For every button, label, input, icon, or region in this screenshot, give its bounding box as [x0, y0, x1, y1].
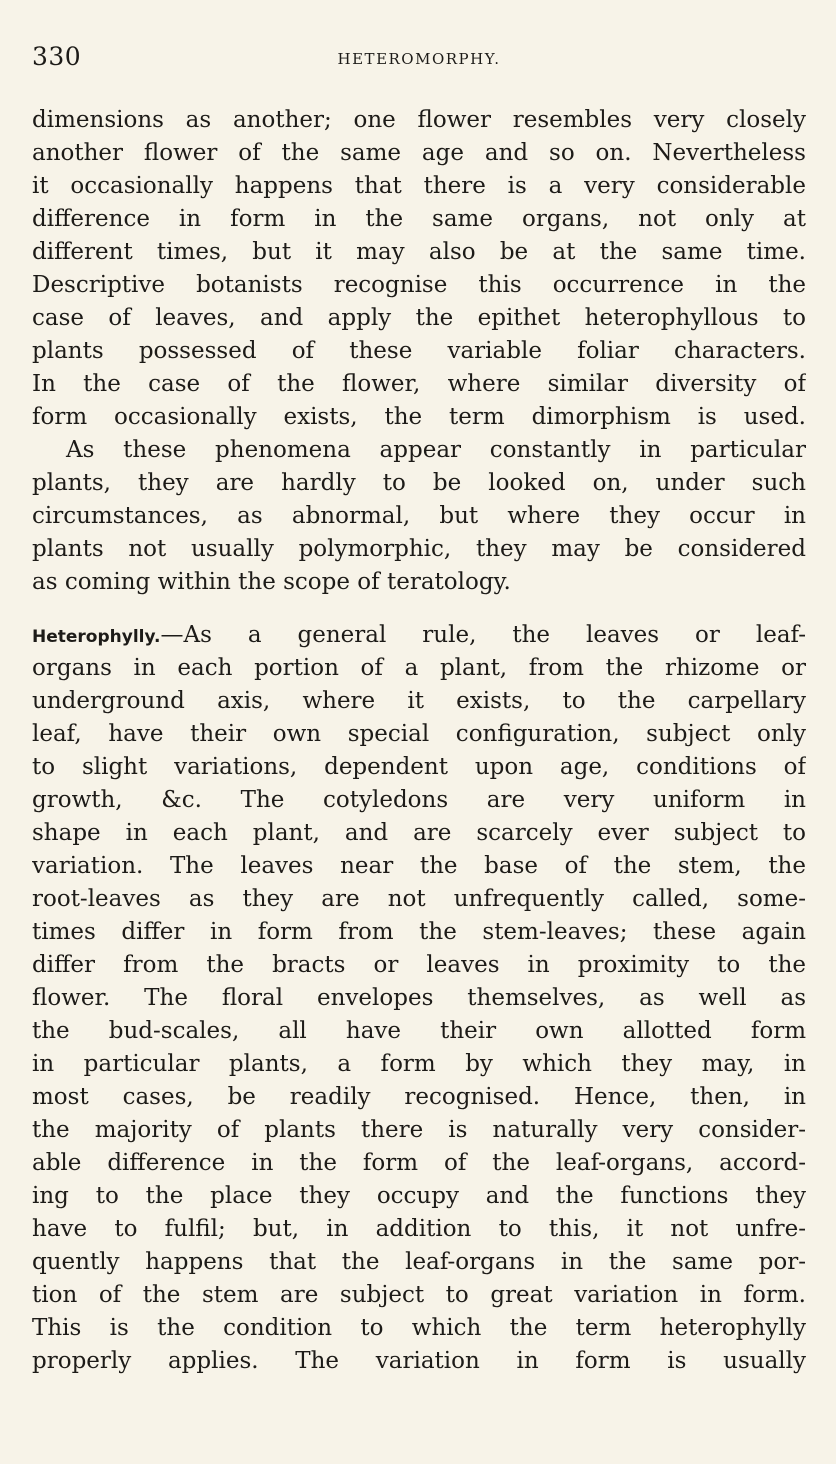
section-gap	[32, 599, 806, 619]
section-heading: Heterophylly.	[32, 627, 161, 647]
page-number: 330	[32, 42, 82, 71]
text-line: plants possessed of these variable foliar characters.	[32, 338, 806, 364]
text-line: case of leaves, and apply the epithet heterophyllous to	[32, 305, 806, 331]
paragraph-heterophylly	[32, 619, 806, 1378]
heading-line-text: —As a general rule, the leaves or leaf-	[160, 622, 806, 648]
text-line: ing to the place they occupy and the functions they	[32, 1183, 806, 1209]
text-line: plants not usually polymorphic, they may be considered	[32, 536, 806, 562]
text-line: the bud-scales, all have their own allotted form	[32, 1018, 806, 1044]
text-line: another flower of the same age and so on. Nevertheless	[32, 140, 806, 166]
text-line: circumstances, as abnormal, but where they occur in	[32, 503, 806, 529]
text-line: dimensions as another; one flower resembles very closely	[32, 107, 806, 133]
text-line: flower. The floral envelopes themselves, as well as	[32, 985, 806, 1011]
paragraph-1	[32, 104, 806, 434]
paragraph-2	[32, 434, 806, 599]
book-page	[32, 42, 806, 1378]
text-line: root-leaves as they are not unfrequently called, some-	[32, 886, 806, 912]
running-title: HETEROMORPHY.	[337, 50, 501, 68]
text-line	[32, 619, 806, 652]
text-line: form occasionally exists, the term dimorphism is used.	[32, 404, 806, 430]
text-line: it occasionally happens that there is a very considerable	[32, 173, 806, 199]
text-line: times differ in form from the stem-leaves; these again	[32, 919, 806, 945]
text-line: tion of the stem are subject to great variation in form.	[32, 1282, 806, 1308]
text-line: as coming within the scope of teratology.	[32, 569, 511, 595]
text-line: most cases, be readily recognised. Hence, then, in	[32, 1084, 806, 1110]
text-line: shape in each plant, and are scarcely ever subject to	[32, 820, 806, 846]
text-line: the majority of plants there is naturally very consider-	[32, 1117, 806, 1143]
text-line: In the case of the flower, where similar diversity of	[32, 371, 806, 397]
text-line: differ from the bracts or leaves in proximity to the	[32, 952, 806, 978]
text-line: variation. The leaves near the base of the stem, the	[32, 853, 806, 879]
text-line: growth, &c. The cotyledons are very uniform in	[32, 787, 806, 813]
text-line: leaf, have their own special configuration, subject only	[32, 721, 806, 747]
text-line: in particular plants, a form by which they may, in	[32, 1051, 806, 1077]
text-line: As these phenomena appear constantly in particular	[66, 437, 806, 463]
text-line: have to fulfil; but, in addition to this, it not unfre-	[32, 1216, 806, 1242]
text-line: underground axis, where it exists, to the carpellary	[32, 688, 806, 714]
text-line: properly applies. The variation in form is usually	[32, 1348, 806, 1374]
text-line: different times, but it may also be at the same time.	[32, 239, 806, 265]
text-line: difference in form in the same organs, not only at	[32, 206, 806, 232]
text-line: plants, they are hardly to be looked on, under such	[32, 470, 806, 496]
text-line: able difference in the form of the leaf-organs, accord-	[32, 1150, 806, 1176]
text-line: quently happens that the leaf-organs in the same por-	[32, 1249, 806, 1275]
text-line: Descriptive botanists recognise this occurrence in the	[32, 272, 806, 298]
text-line: This is the condition to which the term heterophylly	[32, 1315, 806, 1341]
text-line: to slight variations, dependent upon age, conditions of	[32, 754, 806, 780]
text-line: organs in each portion of a plant, from the rhizome or	[32, 655, 806, 681]
running-head	[32, 42, 806, 82]
